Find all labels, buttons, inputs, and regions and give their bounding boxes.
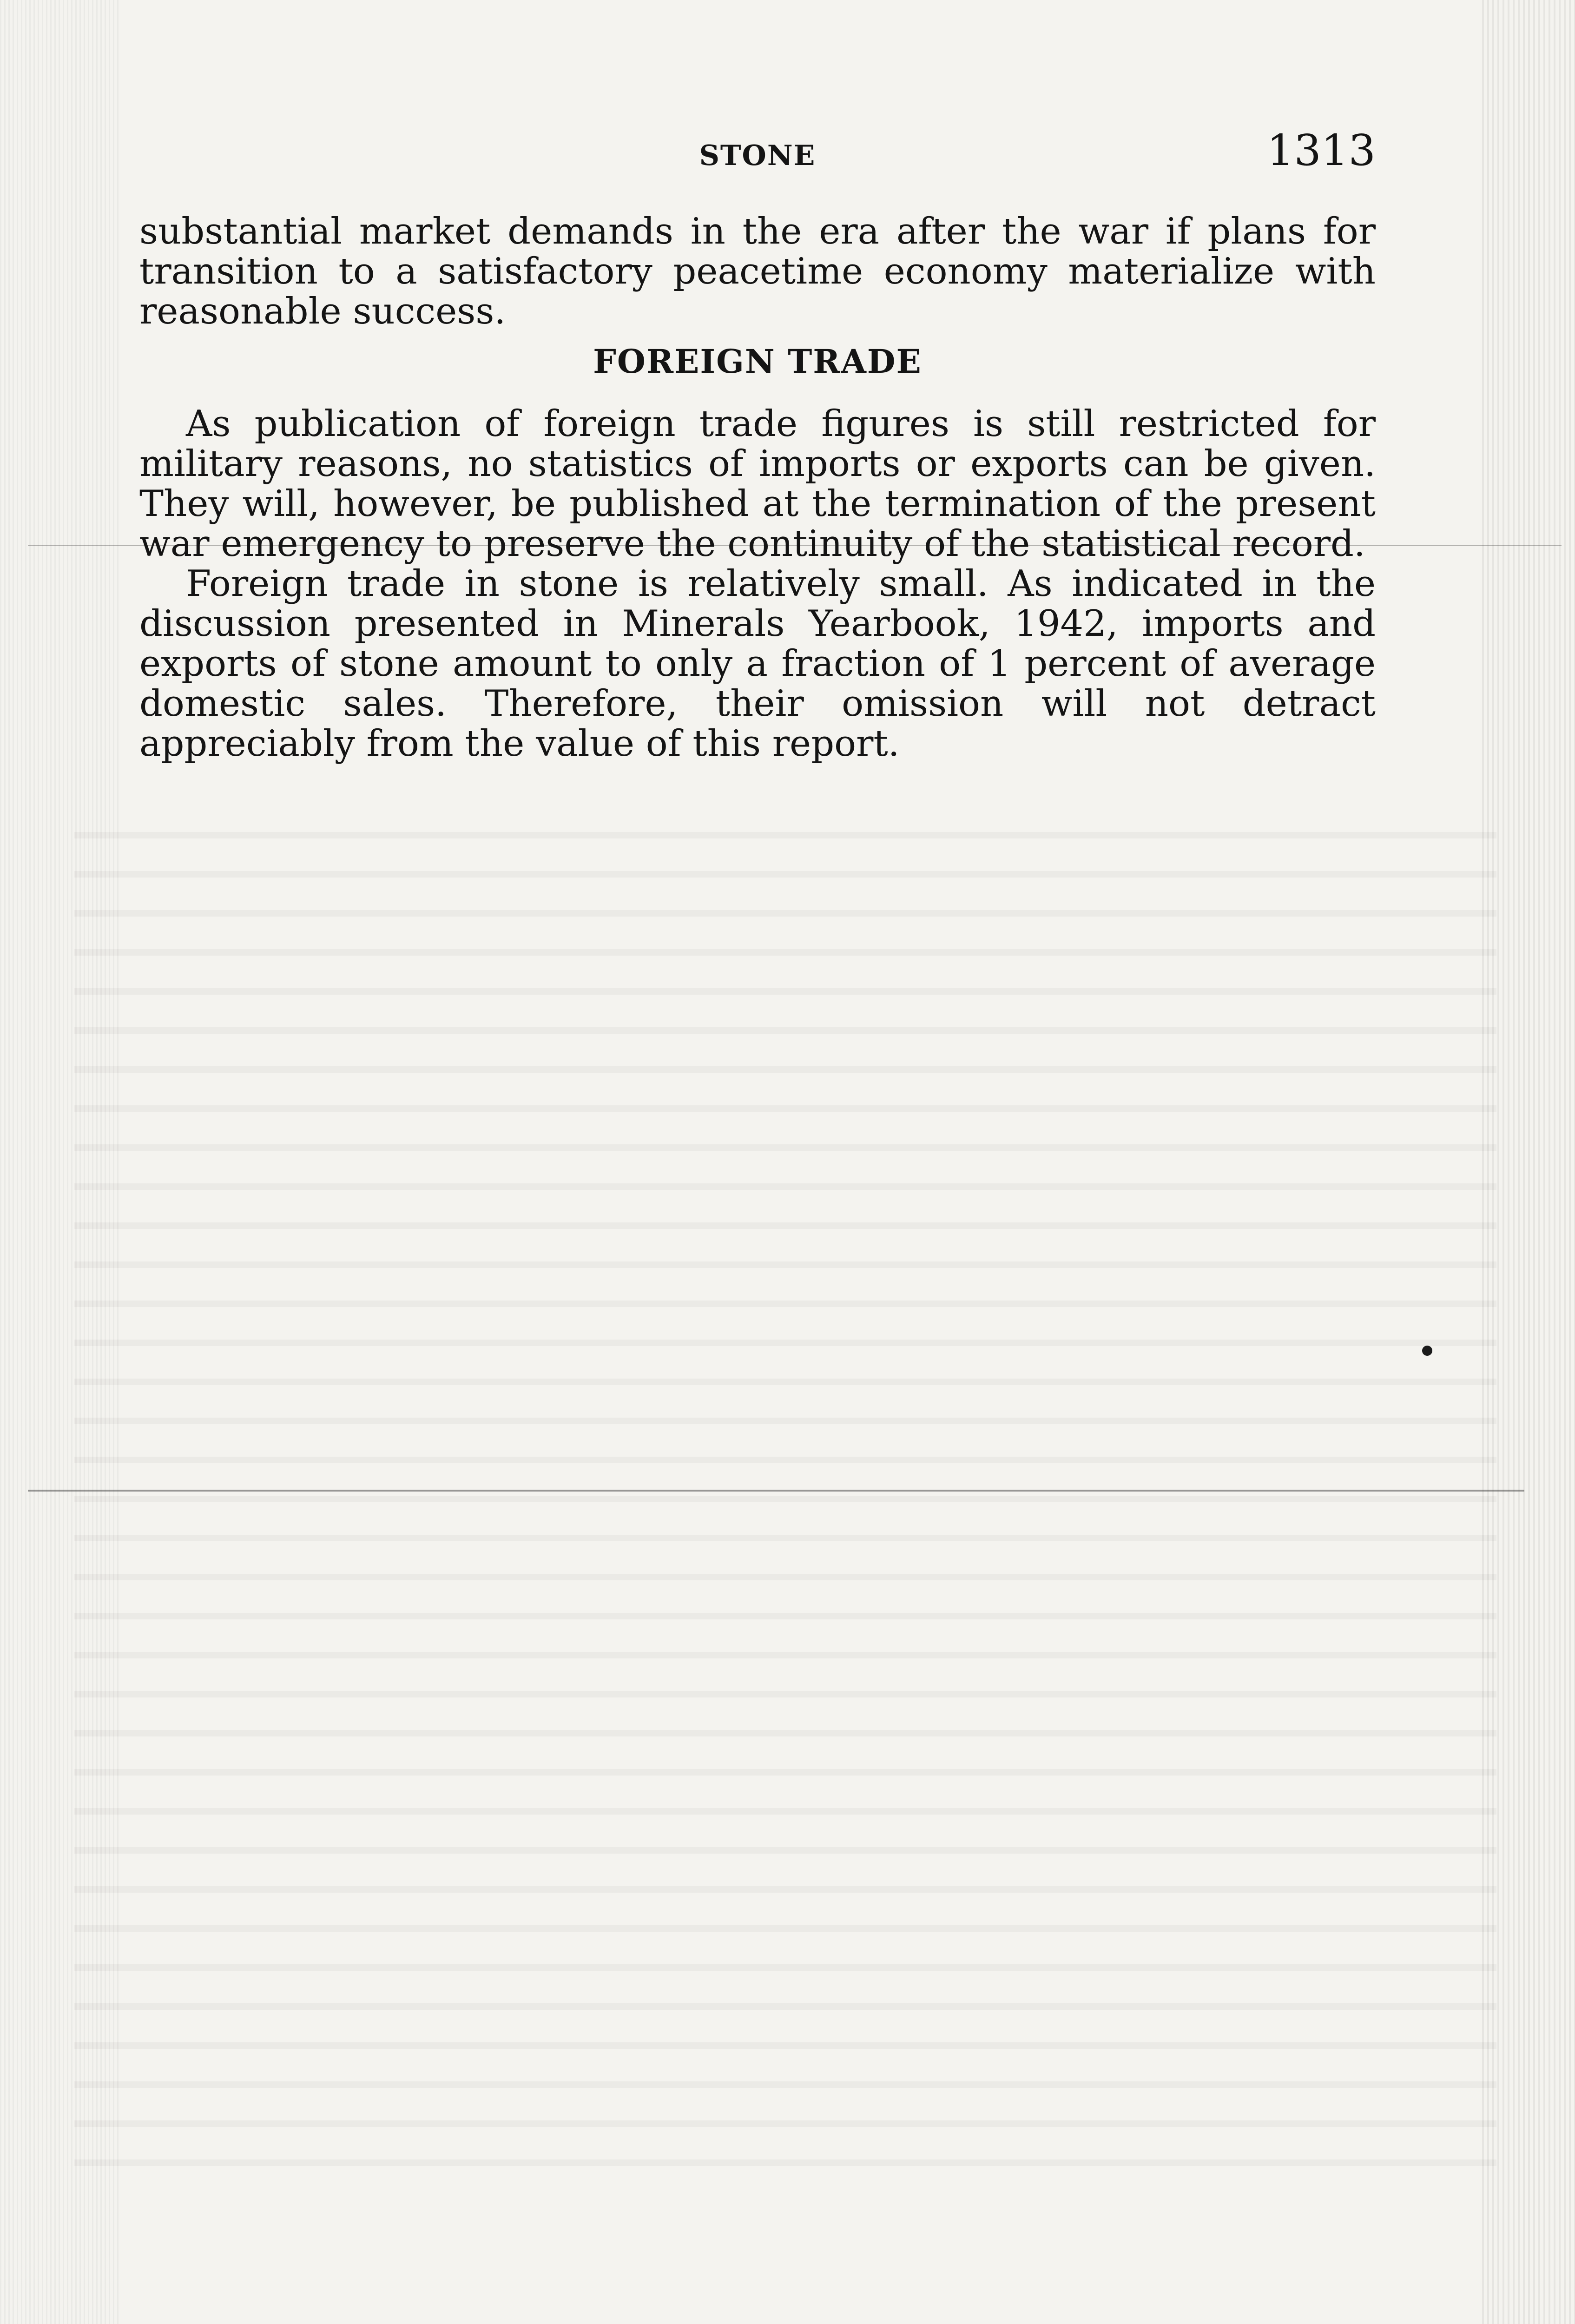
ink-spot — [1422, 1346, 1432, 1356]
main-text — [139, 211, 1376, 764]
running-head: STONE — [699, 139, 816, 172]
page-header — [139, 125, 1376, 177]
section-heading: FOREIGN TRADE — [593, 342, 922, 381]
fold-line — [28, 1490, 1524, 1492]
page-number: 1313 — [1266, 125, 1376, 175]
bleed-through-region — [74, 818, 1496, 2166]
paragraph: As publication of foreign trade figures is still restricted for military reasons, no statistics of imports or exports can be given. They will, however, be published at the termination of the present war emergency to preserve the continuity of the statistical record. — [139, 403, 1376, 565]
continuation-paragraph: substantial market demands in the era after the war if plans for transition to a satisfactory peacetime economy materialize with reasonable success. — [139, 211, 1376, 332]
paragraph: Foreign trade in stone is relatively small. As indicated in the discussion presented in Minerals Yearbook, 1942, imports and exports of stone amount to only a fraction of 1 percent of average domestic sales. Therefore, their omission will not detract appreciably from the value of this report. — [139, 563, 1376, 765]
